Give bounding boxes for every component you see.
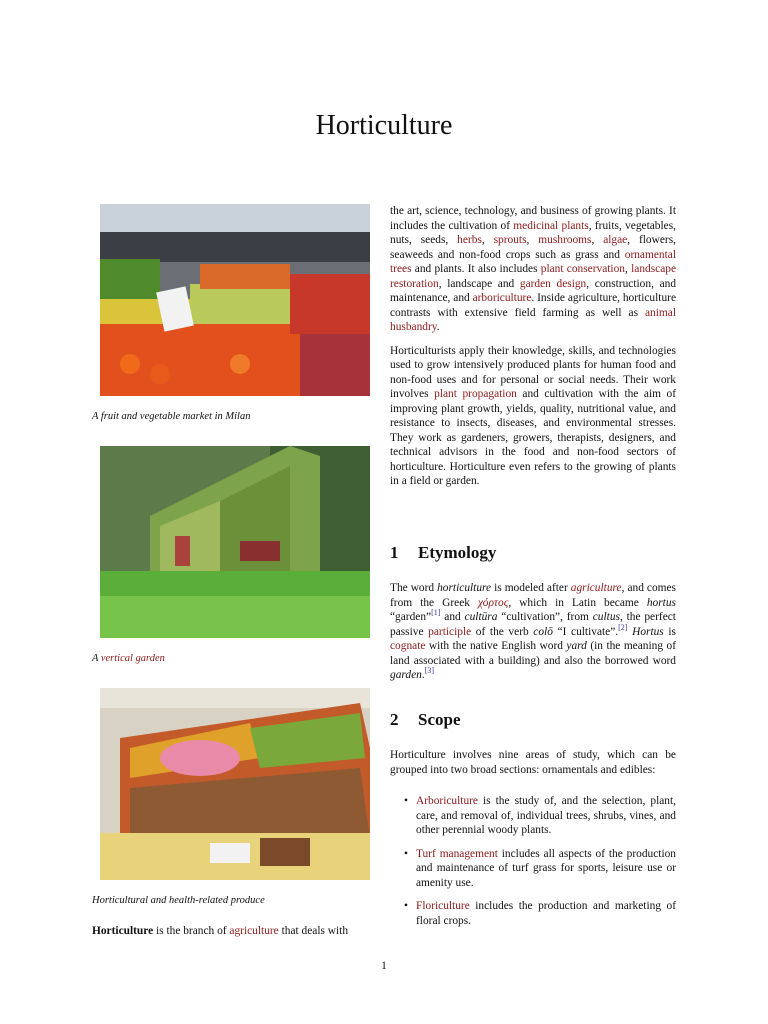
text-span: ,: [591, 234, 604, 246]
etymology-paragraph: [390, 581, 676, 683]
text-span: . Inside agriculture, horticulture contrasts with extensive field farming as well as: [390, 292, 676, 319]
mushrooms-link[interactable]: mushrooms: [538, 234, 592, 246]
section-heading-scope: [390, 710, 461, 730]
text-span: , landscape and: [438, 277, 520, 290]
text-span: ,: [625, 263, 632, 275]
figure-caption-produce: Horticultural and health-related produce: [92, 895, 265, 906]
list-item-text: is the study of, and the selection, plant, care, and removal of, individual trees, shrubs, vines, and other perennial woody plants.: [416, 795, 676, 836]
text-span: The word: [390, 582, 438, 594]
text-span: (in the meaning of land associated with a building) and also the borrowed word: [390, 640, 676, 667]
list-item-text: includes all aspects of the production and maintenance of turf grass for sports, leisure use or amenity use.: [416, 847, 676, 889]
etymology-section: [390, 581, 676, 692]
agriculture-link[interactable]: agriculture: [570, 582, 622, 594]
greek-word-link[interactable]: χόρτος: [477, 596, 509, 609]
italic-term: Hortus: [632, 625, 664, 638]
italic-term: horticulture: [437, 582, 492, 594]
text-span: is: [663, 625, 676, 638]
garden-design-link[interactable]: garden design: [519, 277, 587, 290]
list-item: [390, 847, 676, 891]
intro-continuation: [390, 204, 676, 498]
italic-term: hortus: [646, 596, 676, 609]
text-span: ,: [526, 234, 539, 246]
list-item-text: includes the production and marketing of floral crops.: [416, 900, 676, 927]
figure-caption-market: A fruit and vegetable market in Milan: [92, 411, 251, 422]
text-span: and: [440, 611, 465, 623]
plant-propagation-link[interactable]: plant propagation: [434, 388, 517, 400]
section-number: 2: [390, 710, 399, 729]
text-span: Horticulturists apply their knowledge, skills, and technologies used to grow intensively produced plants for human food and non-food uses and for personal or social needs. Their work involves: [390, 344, 676, 400]
herbs-link[interactable]: herbs: [457, 234, 482, 246]
list-item: [390, 899, 676, 928]
floriculture-link[interactable]: Floriculture: [416, 900, 470, 912]
horticulturists-paragraph: [390, 344, 676, 489]
text-span: ,: [481, 234, 494, 246]
scope-list: [390, 794, 676, 928]
plant-conservation-link[interactable]: plant conservation: [540, 263, 625, 275]
text-span: and plants. It also includes: [411, 263, 541, 275]
scope-intro: Horticulture involves nine areas of study, which can be grouped into two broad sections: ornamentals and edibles:: [390, 749, 676, 776]
reference-link[interactable]: [3]: [424, 666, 435, 676]
animal-husbandry-link[interactable]: animal husbandry: [390, 306, 676, 333]
reference-link[interactable]: [1]: [431, 608, 441, 618]
italic-term: yard: [566, 640, 587, 652]
section-number: 1: [390, 543, 399, 562]
intro-paragraph-start: [92, 924, 380, 939]
text-span: is the branch of: [153, 925, 230, 937]
text-span: .: [436, 321, 440, 333]
italic-term: cultūra: [464, 611, 498, 623]
text-span: .: [421, 669, 425, 681]
term-horticulture: Horticulture: [92, 925, 154, 937]
page-number: 1: [381, 960, 387, 972]
arboriculture-link[interactable]: Arboriculture: [416, 795, 478, 807]
bullet-icon: •: [404, 795, 408, 807]
italic-term: cultus: [592, 611, 620, 623]
text-span: and cultivation with the aim of improving plant growth, yields, quality, nutritional value, and resistance to insects, diseases, and environmental stresses. They work as gardeners, growers, therapists, designers, and technical advisors in the food and non-food sectors of horticulture. Horticulture even refers to the growing of plants in a field or garden.: [390, 388, 677, 487]
text-span: of the verb: [471, 625, 534, 638]
text-span: is modeled after: [491, 582, 571, 594]
algae-link[interactable]: algae: [603, 234, 628, 246]
caption-prefix: A: [92, 653, 101, 664]
italic-term: colō: [533, 625, 553, 638]
agriculture-link[interactable]: agriculture: [229, 925, 279, 937]
vertical-garden-link[interactable]: vertical garden: [100, 653, 165, 664]
text-span: , which in Latin became: [508, 596, 647, 609]
text-span: , the perfect passive: [390, 611, 676, 638]
text-span: , construction, and maintenance, and: [390, 277, 677, 304]
produce-display-photo: [100, 688, 370, 880]
text-span: “cultivation”, from: [497, 611, 593, 623]
section-title: Scope: [418, 710, 461, 729]
italic-term: garden: [390, 669, 422, 681]
turf-management-link[interactable]: Turf management: [416, 847, 498, 860]
market-photo: [100, 204, 370, 396]
sprouts-link[interactable]: sprouts: [493, 234, 527, 246]
section-title: Etymology: [418, 543, 497, 562]
section-heading-etymology: [390, 543, 496, 563]
text-span: with the native English word: [425, 640, 567, 652]
text-span: , flowers, seaweeds and non-food crops such as grass and: [390, 234, 676, 261]
page-title: Horticulture: [315, 110, 453, 141]
list-item: [390, 794, 676, 838]
intro-paragraph: [390, 204, 676, 335]
text-span: that deals with: [278, 925, 349, 937]
bullet-icon: •: [404, 847, 408, 860]
participle-link[interactable]: participle: [428, 625, 472, 638]
figure-caption-vertical-garden: [92, 653, 165, 664]
bullet-icon: •: [404, 900, 408, 912]
text-span: the art, science, technology, and business of growing plants. It includes the cultivation of: [390, 205, 676, 232]
ornamental-trees-link[interactable]: ornamental trees: [390, 248, 676, 275]
reference-link[interactable]: [2]: [618, 622, 628, 632]
vertical-garden-photo: [100, 446, 370, 638]
text-span: , and comes from the Greek: [390, 582, 676, 609]
text-span: , fruits, vegetables, nuts, seeds,: [390, 219, 676, 246]
cognate-link[interactable]: cognate: [390, 640, 426, 652]
arboriculture-link[interactable]: arboriculture: [472, 292, 532, 304]
text-span: “garden”: [390, 611, 432, 623]
scope-section: [390, 748, 676, 937]
text-span: “I cultivate”.: [552, 625, 619, 638]
medicinal-plants-link[interactable]: medicinal plants: [513, 219, 589, 232]
landscape-restoration-link[interactable]: landscape restoration: [390, 263, 676, 290]
